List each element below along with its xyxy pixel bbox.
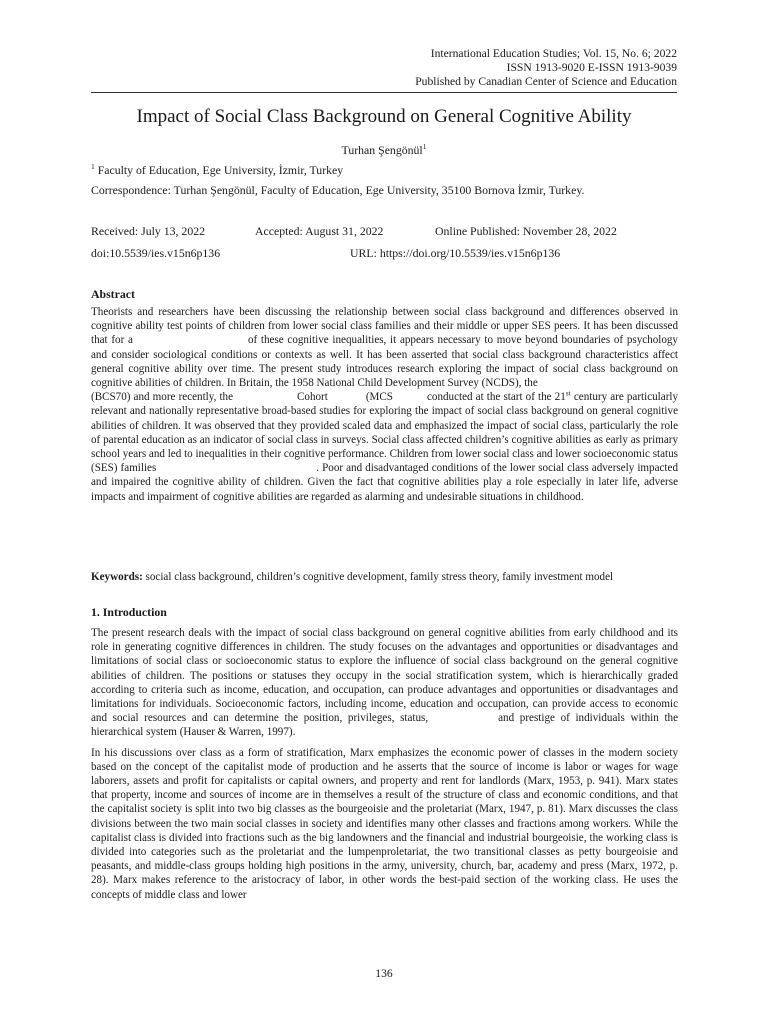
author-affil-sup: 1 <box>422 142 427 152</box>
author-name: Turhan Şengönül <box>341 143 423 157</box>
abstract-text-5: (MCS <box>365 391 393 404</box>
intro-paragraph-1 <box>91 626 678 740</box>
abstract-heading: Abstract <box>91 287 135 301</box>
paper-title: Impact of Social Class Background on General Cognitive Ability <box>136 106 632 127</box>
author-line <box>91 143 677 157</box>
keywords-text: social class background, children’s cognitive development, family stress theory, family investment model <box>142 571 614 583</box>
journal-issn: ISSN 1913-9020 E-ISSN 1913-9039 <box>506 61 677 74</box>
correspondence: Correspondence: Turhan Şengönül, Faculty of Education, Ege University, 35100 Bornova İzmir, Turkey. <box>91 183 585 197</box>
abstract-paragraph <box>91 305 678 504</box>
abstract-body <box>91 305 678 510</box>
affiliation <box>91 163 343 177</box>
intro-p1-text-b: and prestige of individuals within the hierarchical system (Hauser & Warren, 1997). <box>91 712 679 739</box>
keywords-label: Keywords: <box>91 571 143 583</box>
abstract-text-4: Cohort <box>297 391 328 404</box>
abstract-text-6: conducted at the start of the 21 <box>426 391 566 404</box>
journal-publisher: Published by Canadian Center of Science and Education <box>415 75 677 88</box>
abstract-text-8: . Poor and disadvantaged conditions of the lower social class adversely impacted and impaired the cognitive ability of children. Given the fact that cognitive abilities play a role especially in later life, adverse impacts and impairment of cognitive abilities are regarded as alarming and undesirable situations in childhood. <box>91 462 678 503</box>
abstract-sup: st <box>565 388 571 398</box>
article-url: URL: https://doi.org/10.5539/ies.v15n6p136 <box>350 246 561 260</box>
abstract-text-3: (BCS70) and more recently, the <box>91 391 234 404</box>
received-date: Received: July 13, 2022 <box>91 224 206 238</box>
affiliation-sup: 1 <box>91 162 95 172</box>
abstract-text-7: century are particularly relevant and nationally representative broad-based studies for exploring the impact of social class background on general cognitive abilities of children. It was observed that they provided scaled data and emphasized the impact of social class, particularly the role of parental education as an indicator of social class in surveys. Social class affected children’s cognitive abilities as early as primary school years and led to inequalities in their cognitive performance. Children from lower social class and lower socioeconomic status (SES) families <box>91 391 679 475</box>
intro-p1-text-a: The present research deals with the impact of social class background on general cognitive abilities from early childhood and its role in generating cognitive differences in children. The study focuses on the advantages and opportunities or disadvantages and limitations of social class or socioeconomic status to explore the influence of social class background on the general cognitive abilities of children. The positions or statuses they occupy in the social stratification system, which is hierarchically graded according to criteria such as income, education, and occupation, can produce advantages and opportunities or disadvantages and limitations for individuals. Socioeconomic factors, including income, education and occupation, can provide access to economic and social resources and can determine the position, privileges, status, <box>91 627 678 725</box>
introduction-body <box>91 626 678 908</box>
affiliation-text: Faculty of Education, Ege University, İzmir, Turkey <box>94 163 344 177</box>
published-date: Online Published: November 28, 2022 <box>435 224 617 238</box>
abstract-text-2: of these cognitive inequalities, it appears necessary to move beyond boundaries of psychology and consider sociological conditions or contexts as well. It has been asserted that social class background characteristics affect general cognitive ability over time. The present study introduces research exploring the impact of social class background on cognitive abilities of children. In Britain, the 1958 National Child Development Survey (NCDS), the <box>91 334 678 390</box>
section-heading-introduction: 1. Introduction <box>91 605 167 619</box>
keywords <box>91 570 678 584</box>
page-number: 136 <box>375 967 393 980</box>
intro-paragraph-2: In his discussions over class as a form of stratification, Marx emphasizes the economic power of classes in the modern society based on the concept of the capitalist mode of production and he asserts that the source of income is labor or wages for wage laborers, assets and profit for capitalists or capital owners, and property and rent for landlords (Marx, 1953, p. 941). Marx states that property, income and sources of income are in themselves a result of the structure of class and economic conditions, and that the capitalist society is split into two big classes as the bourgeoisie and the proletariat (Marx, 1947, p. 81). Marx discusses the class divisions between the two main social classes in society and identifies many other classes and fractions among workers. While the capitalist class is divided into fractions such as the big landowners and the financial and industrial bourgeoisie, the working class is divided into categories such as the proletariat and the lumpenproletariat, the two transitional classes as petty bourgeoisie and peasants, and middle-class groups holding high positions in the army, university, church, bar, academy and press (Marx, 1972, p. 28). Marx makes reference to the aristocracy of labor, in other words the best-paid section of the working class. He uses the concepts of middle class and lower <box>91 746 678 901</box>
abstract-text-1: Theorists and researchers have been discussing the relationship between social class background and differences observed in cognitive ability test points of children from lower social class families and their middle or upper SES peers. It has been discussed that for a <box>91 306 678 347</box>
accepted-date: Accepted: August 31, 2022 <box>255 224 384 238</box>
doi: doi:10.5539/ies.v15n6p136 <box>91 246 221 260</box>
journal-header <box>415 47 677 89</box>
journal-citation: International Education Studies; Vol. 15, No. 6; 2022 <box>430 47 677 60</box>
header-rule <box>91 92 677 93</box>
